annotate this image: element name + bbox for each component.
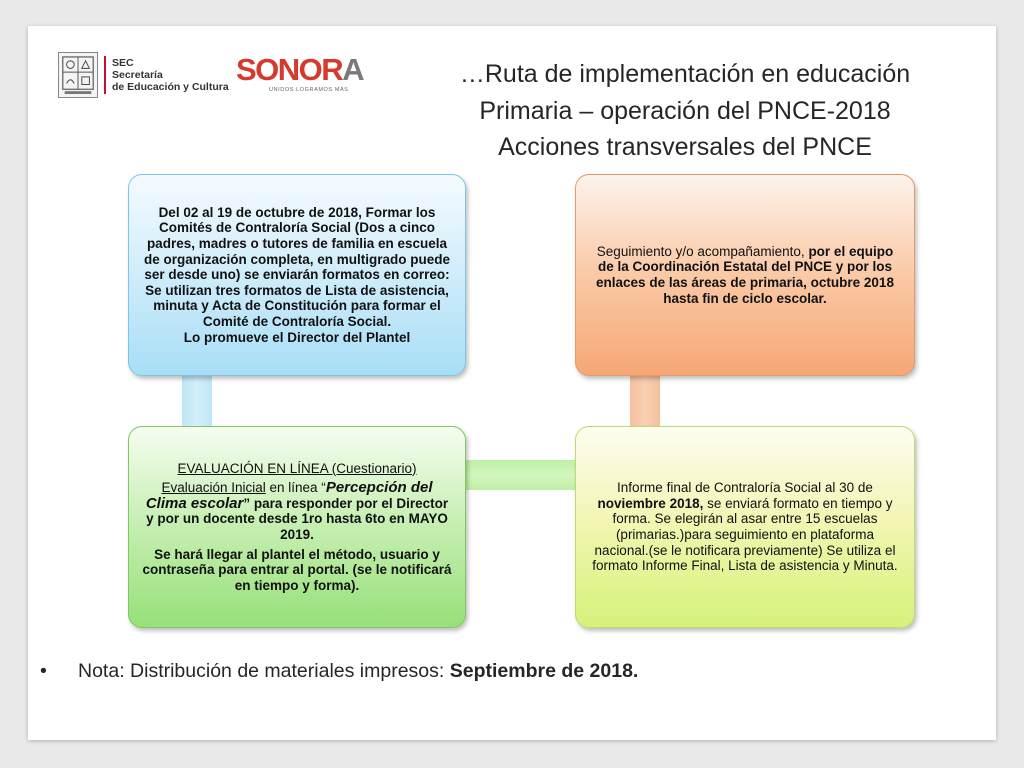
sec-line1: SEC [112, 57, 134, 69]
page-title [400, 56, 970, 166]
box-evaluacion-heading: EVALUACIÓN EN LÍNEA (Cuestionario) [177, 460, 417, 476]
informe-rest: se enviará formato en tiempo y forma. Se elegirán al asar entre 15 escuelas (primarias.)para seguimiento en plataforma nacional.(se le notificara previamente) Se utiliza el formato Informe Final, Lista de asistencia y Minuta. [592, 495, 898, 574]
sec-logo [58, 52, 229, 100]
sonora-word-part2: A [342, 52, 364, 87]
box-seguimiento [575, 174, 915, 376]
box-evaluacion-footer: Se hará llegar al plantel el método, usuario y contraseña para entrar al portal. (se le notificará en tiempo y forma). [142, 546, 452, 593]
title-line-3: Acciones transversales del PNCE [498, 133, 872, 161]
box-comites [128, 174, 466, 376]
box-informe-text [590, 480, 900, 574]
note-label: Nota: Distribución de materiales impresos: [78, 660, 450, 682]
box-informe [575, 426, 915, 628]
sonora-word-part1: SONOR [236, 52, 343, 87]
connector-left [182, 370, 212, 432]
informe-prefix: Informe final de Contraloría Social al 30 de [617, 480, 873, 496]
eval-mid: en línea “ [265, 480, 326, 496]
box-evaluacion-text [141, 480, 453, 542]
note-bold: Septiembre de 2018. [449, 660, 639, 682]
note [40, 660, 638, 683]
sec-line3: de Educación y Cultura [112, 81, 229, 93]
sec-divider [104, 56, 106, 94]
eval-rest: ” para responder por el Director y por un docente desde 1ro hasta 6to en MAYO 2019. [146, 495, 449, 542]
box-comites-footer: Lo promueve el Director del Plantel [183, 329, 411, 345]
sonora-logo [236, 52, 372, 98]
connector-bottom [462, 460, 580, 490]
informe-bold: noviembre 2018, [597, 495, 704, 511]
eval-label: Evaluación Inicial [161, 480, 266, 496]
box-comites-text: Del 02 al 19 de octubre de 2018, Formar los Comités de Contraloría Social (Dos a cinco padres, madres o tutores de familia en escuela de organización completa, en multigrado puede ser desde uno) se enviarán formatos en correo: Se utilizan tres formatos de Lista de asistencia, minuta y Acta de Constitución para formar el Comité de Contraloría Social. [143, 204, 451, 329]
sec-line2: Secretaría [112, 69, 163, 81]
sonora-wordmark [236, 52, 363, 88]
box-seguimiento-prefix: Seguimiento y/o acompañamiento, [596, 243, 805, 259]
title-line-2: Primaria – operación del PNCE-2018 [479, 96, 891, 125]
connector-right [630, 370, 660, 432]
crest-icon [58, 52, 98, 98]
box-seguimiento-text [592, 244, 898, 306]
box-seguimiento-bold: por el equipo de la Coordinación Estatal del PNCE y por los enlaces de las áreas de primaria, octubre 2018 hasta fin de ciclo escolar. [596, 243, 894, 306]
note-bullet: • [40, 660, 47, 682]
box-evaluacion [128, 426, 466, 628]
eval-italic: Percepción del Clima escolar [145, 479, 433, 512]
sec-text [112, 57, 229, 93]
sonora-tagline: UNIDOS LOGRAMOS MÁS [269, 87, 349, 93]
title-line-1: …Ruta de implementación en educación [459, 60, 911, 88]
